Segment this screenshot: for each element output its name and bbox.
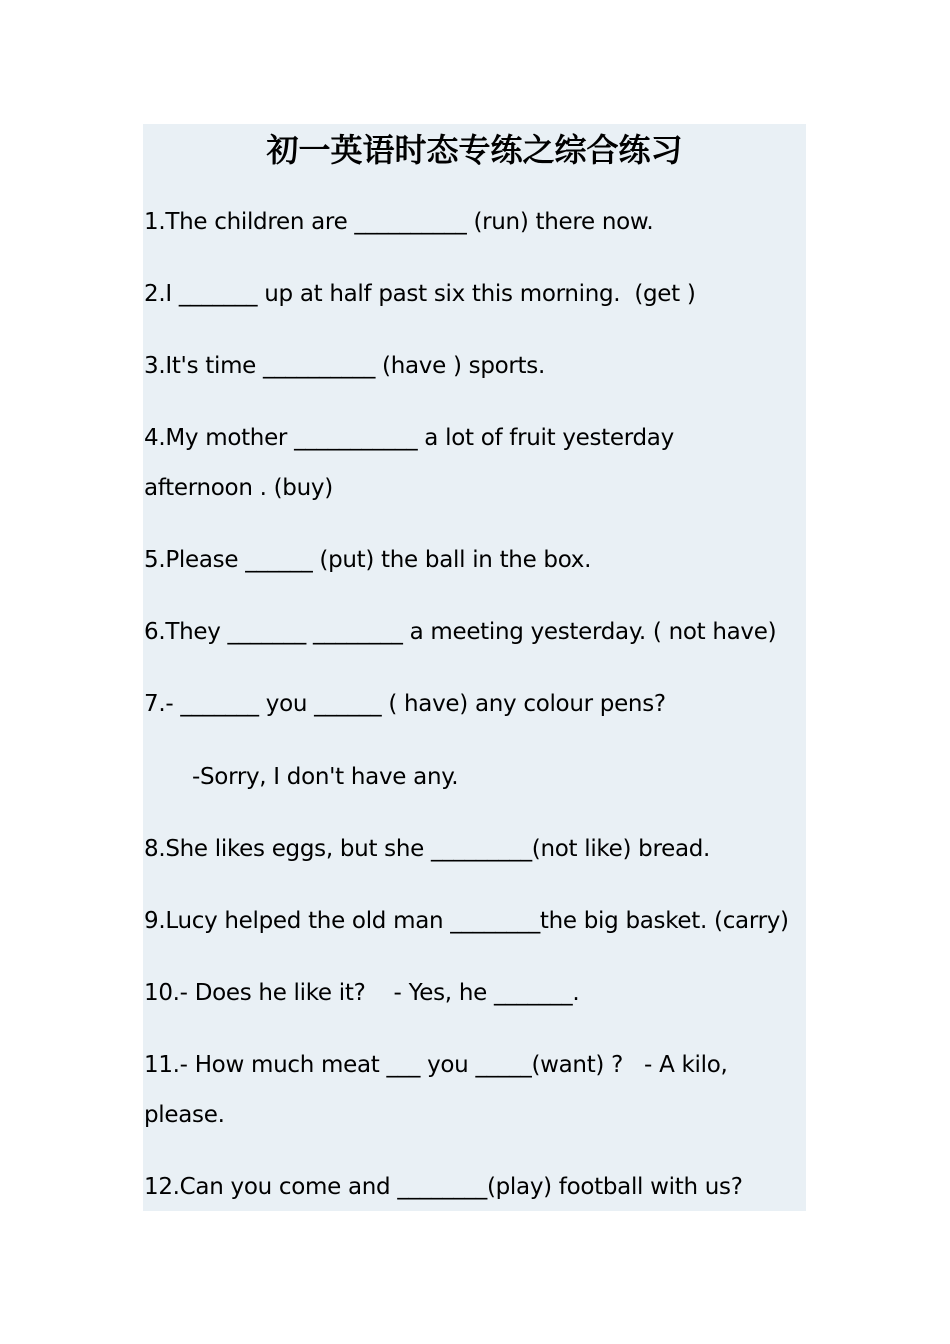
question-7: 7.- _______ you ______ ( have) any colour pens? [144, 691, 666, 717]
question-11: 11.- How much meat ___ you _____(want) ? - A kilo, [144, 1052, 728, 1078]
question-2: 2.I _______ up at half past six this morning. (get ) [144, 281, 696, 307]
question-5: 5.Please ______ (put) the ball in the box. [144, 547, 592, 573]
question-6: 6.They _______ ________ a meeting yesterday. ( not have) [144, 619, 777, 645]
question-10: 10.- Does he like it? - Yes, he _______. [144, 980, 580, 1006]
question-8: 8.She likes eggs, but she _________(not like) bread. [144, 836, 711, 862]
question-4-continued: afternoon . (buy) [144, 475, 333, 501]
question-7-answer: -Sorry, I don't have any. [192, 764, 459, 790]
worksheet-title: 初一英语时态专练之综合练习 [266, 131, 683, 169]
question-3: 3.It's time __________ (have ) sports. [144, 353, 545, 379]
question-4: 4.My mother ___________ a lot of fruit yesterday [144, 425, 674, 451]
question-11-continued: please. [144, 1102, 225, 1128]
question-12: 12.Can you come and ________(play) football with us? [144, 1174, 743, 1200]
question-9: 9.Lucy helped the old man ________the big basket. (carry) [144, 908, 789, 934]
question-1: 1.The children are __________ (run) there now. [144, 209, 654, 235]
